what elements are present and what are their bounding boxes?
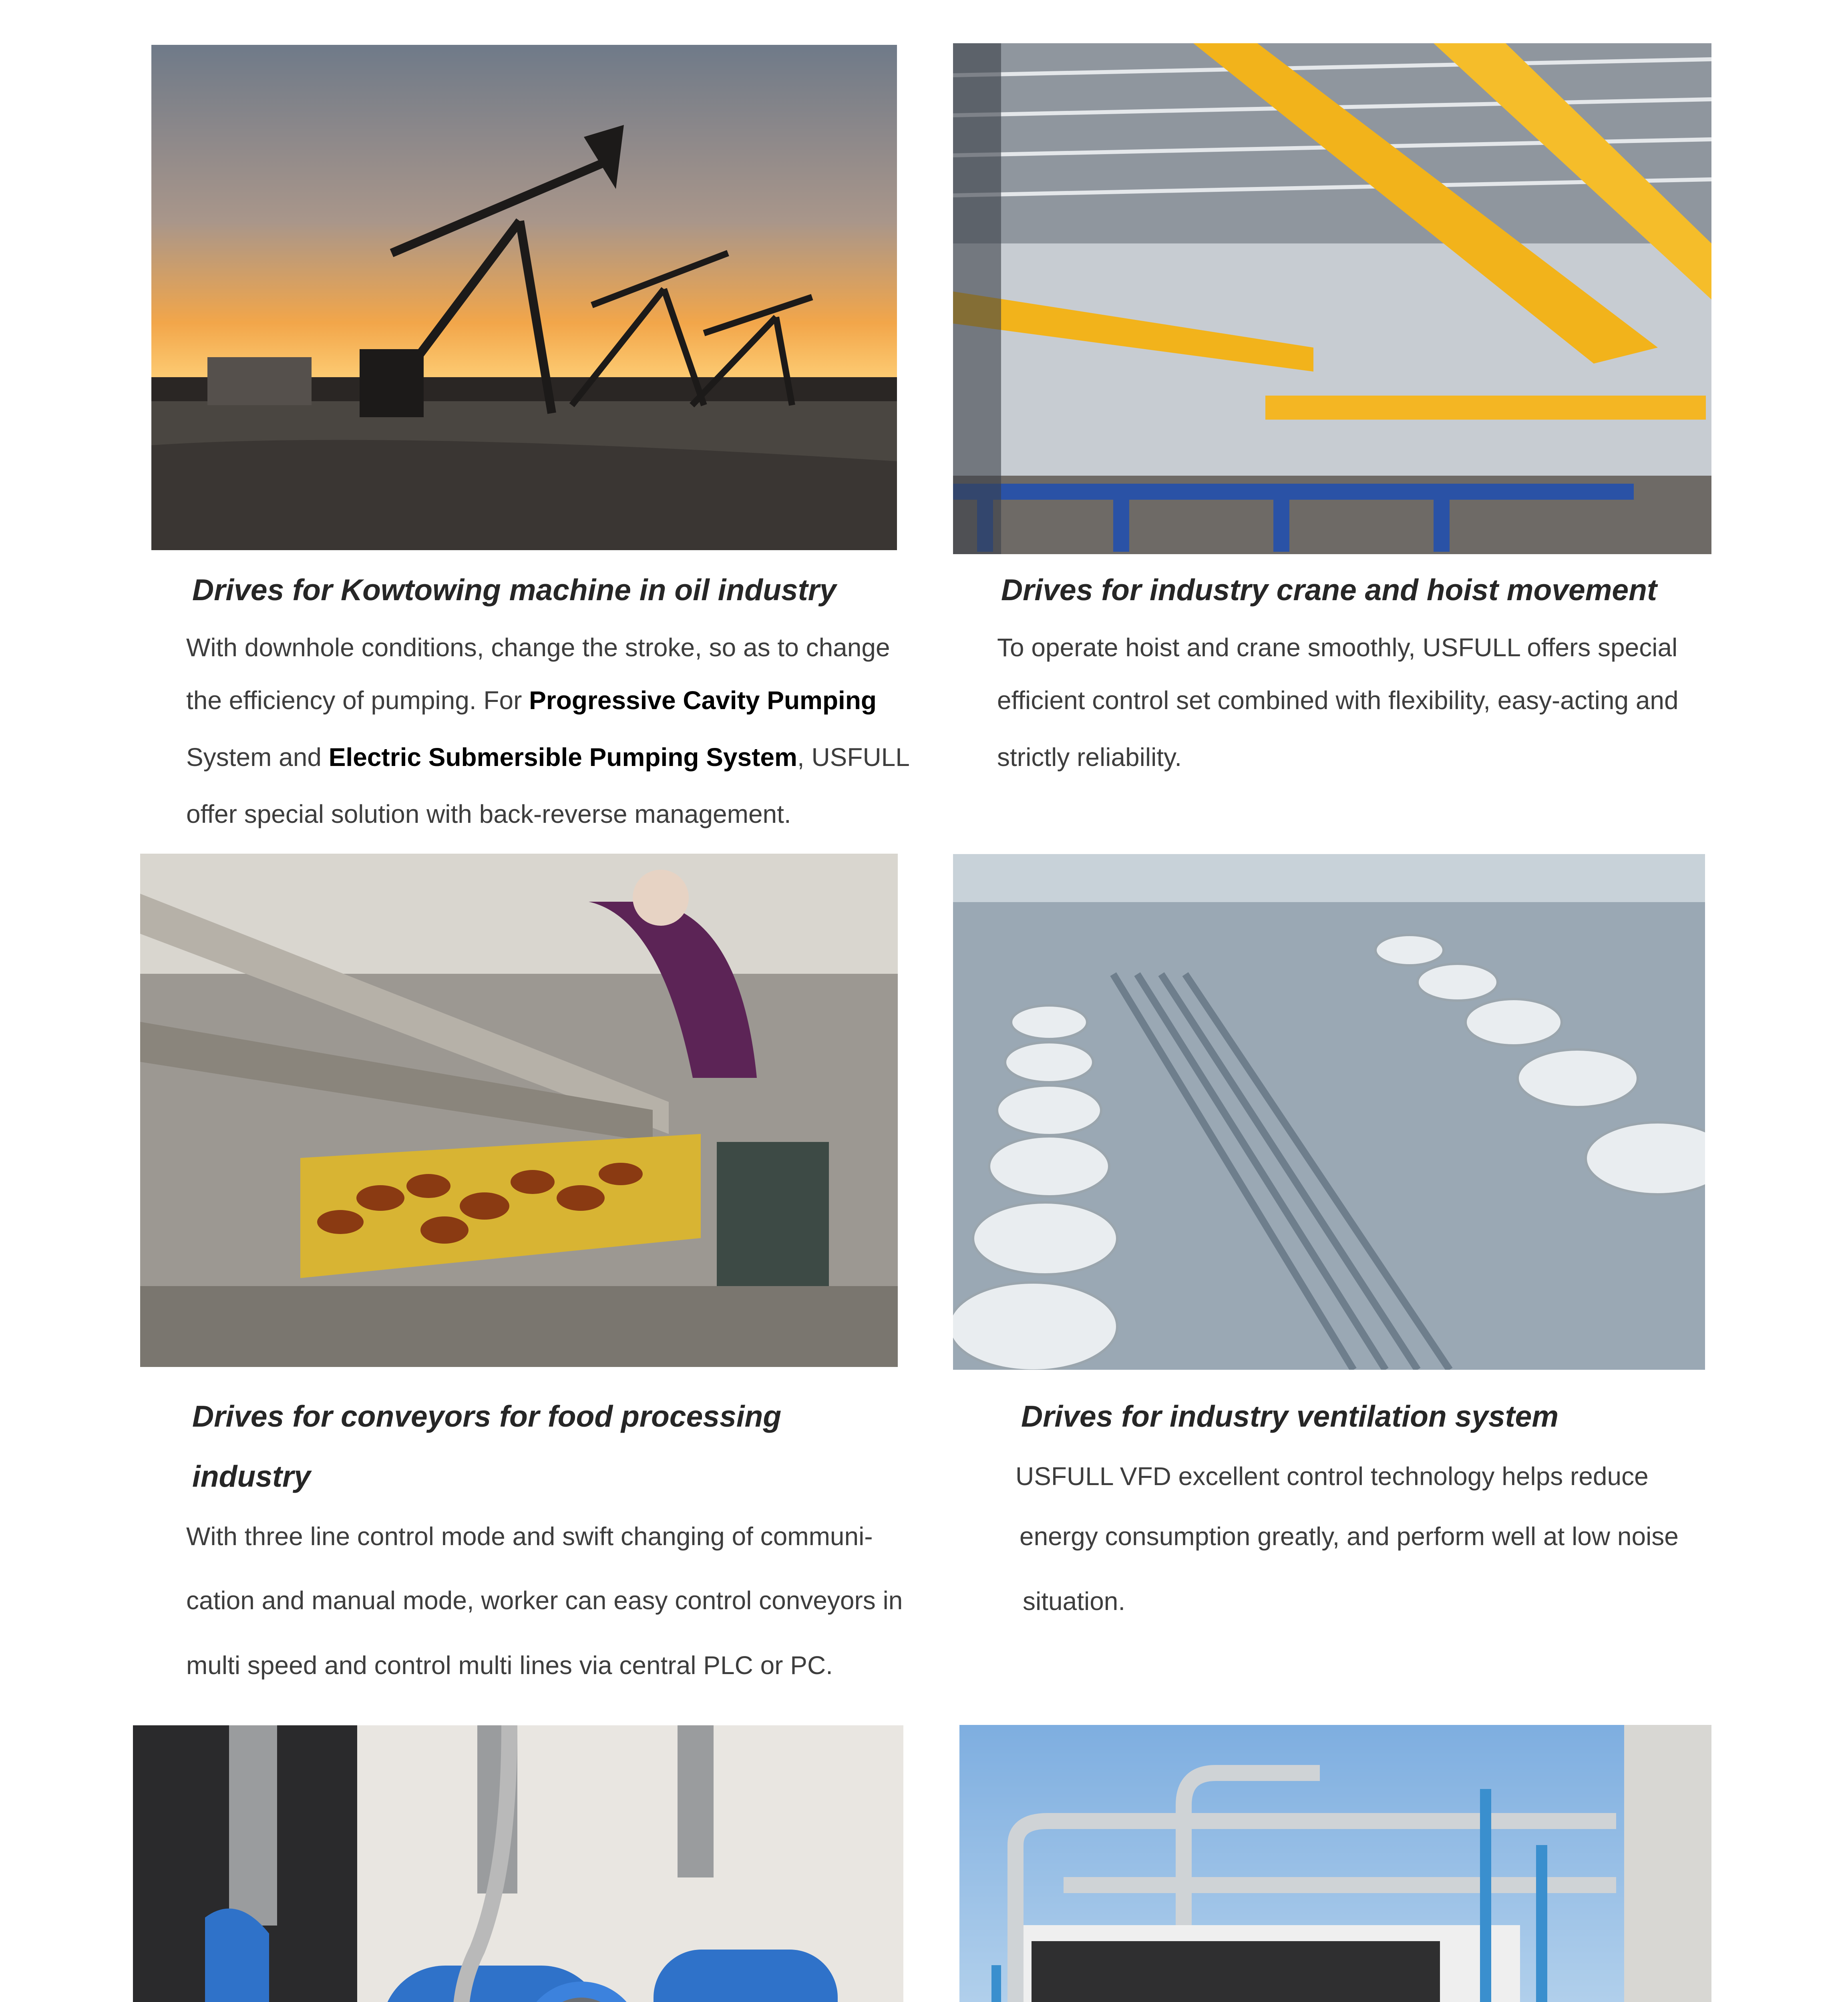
description-line: situation.	[1023, 1587, 1126, 1616]
description-line: USFULL VFD excellent control technology helps reduce	[1015, 1462, 1649, 1491]
card-title: Drives for industry ventilation system	[1021, 1399, 1559, 1433]
ventilation-photo	[953, 854, 1705, 1370]
description-line: With three line control mode and swift changing of communi-	[186, 1522, 873, 1551]
card-title: Drives for industry crane and hoist movement	[1001, 573, 1657, 607]
card-title-continued: industry	[192, 1459, 311, 1493]
description-line: energy consumption greatly, and perform well at low noise	[1020, 1522, 1679, 1551]
hvac-photo	[959, 1725, 1711, 2002]
description-line: With downhole conditions, change the stroke, so as to change	[186, 633, 890, 662]
card-title: Drives for Kowtowing machine in oil industry	[192, 573, 837, 607]
crane-hoist-photo	[953, 43, 1711, 554]
description-line: multi speed and control multi lines via central PLC or PC.	[186, 1651, 833, 1680]
description-line: offer special solution with back-reverse management.	[186, 800, 791, 828]
card-title: Drives for conveyors for food processing	[192, 1399, 782, 1433]
description-line: efficient control set combined with flexibility, easy-acting and	[997, 686, 1679, 715]
food-conveyor-photo	[140, 854, 898, 1367]
description-line: the efficiency of pumping. For Progressive Cavity Pumping	[186, 686, 877, 715]
oil-industry-photo	[151, 45, 897, 550]
description-line: cation and manual mode, worker can easy control conveyors in	[186, 1586, 903, 1615]
description-line: strictly reliability.	[997, 743, 1182, 772]
water-pumps-photo	[133, 1725, 903, 2002]
description-line: To operate hoist and crane smoothly, USFULL offers special	[997, 633, 1678, 662]
description-line: System and Electric Submersible Pumping System, USFULL	[186, 743, 910, 772]
